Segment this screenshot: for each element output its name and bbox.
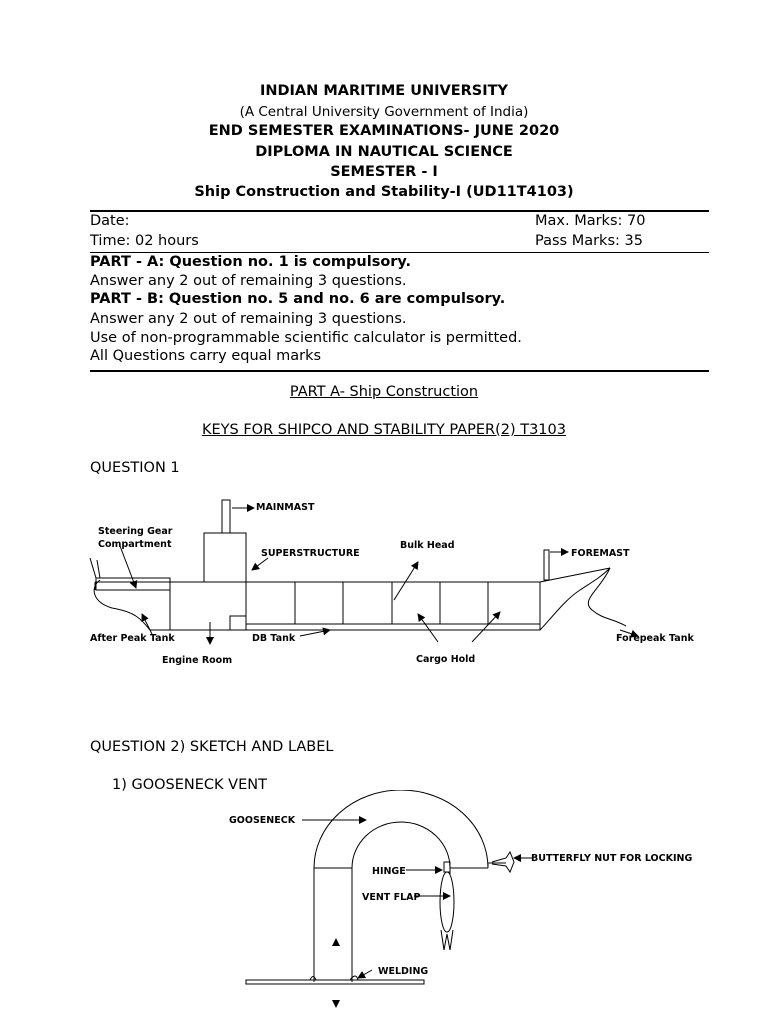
divider-mid (90, 252, 709, 253)
calculator-note: Use of non-programmable scientific calculator is permitted. (90, 330, 522, 346)
label-db-tank: DB Tank (252, 633, 296, 644)
divider-bottom (90, 370, 709, 372)
label-steering-1: Steering Gear (98, 526, 173, 537)
date-label: Date: (90, 213, 130, 229)
gooseneck-subheading: 1) GOOSENECK VENT (112, 777, 267, 793)
label-bulkhead: Bulk Head (400, 540, 455, 551)
keys-title: KEYS FOR SHIPCO AND STABILITY PAPER(2) T3103 (202, 422, 566, 438)
time-label: Time: 02 hours (90, 233, 199, 249)
program-title: DIPLOMA IN NAUTICAL SCIENCE (255, 144, 513, 160)
question-1-heading: QUESTION 1 (90, 460, 180, 476)
airflow-down-icon (332, 1000, 340, 1008)
label-forepeak: Forepeak Tank (616, 633, 694, 644)
label-hinge: HINGE (372, 866, 406, 877)
pass-marks: Pass Marks: 35 (535, 233, 643, 249)
superstructure-arrow (252, 558, 268, 570)
label-after-peak: After Peak Tank (90, 633, 175, 644)
course-name: Ship Construction and Stability-I (194, 184, 462, 200)
welding-arrow (358, 970, 372, 978)
label-steering-2: Compartment (98, 539, 172, 550)
divider-top (90, 210, 709, 212)
part-a-note: Answer any 2 out of remaining 3 questions. (90, 273, 407, 289)
db-tank-arrow (300, 630, 330, 636)
airflow-up-icon (332, 938, 340, 946)
university-title: INDIAN MARITIME UNIVERSITY (259, 83, 509, 99)
course-title (0, 184, 768, 200)
cargo-hold-arrow-right (472, 612, 500, 642)
label-vent-flap: VENT FLAP (362, 892, 421, 903)
cargo-hold-arrow-left (418, 614, 438, 642)
marks-note: All Questions carry equal marks (90, 348, 322, 364)
label-engine-room: Engine Room (162, 655, 233, 666)
label-foremast: FOREMAST (571, 548, 630, 559)
label-welding: WELDING (378, 966, 429, 977)
section-title: PART A- Ship Construction (289, 384, 479, 400)
label-butterfly-nut: BUTTERFLY NUT FOR LOCKING (531, 853, 693, 864)
course-code: (UD11T4103) (466, 184, 574, 200)
part-b-instruction: PART - B: Question no. 5 and no. 6 are compulsory. (90, 291, 506, 307)
part-b-note: Answer any 2 out of remaining 3 questions. (90, 311, 407, 327)
question-2-heading: QUESTION 2) SKETCH AND LABEL (90, 739, 334, 755)
max-marks: Max. Marks: 70 (535, 213, 646, 229)
ship-diagram (0, 490, 768, 680)
label-superstructure: SUPERSTRUCTURE (261, 548, 360, 559)
part-a-instruction: PART - A: Question no. 1 is compulsory. (90, 254, 412, 270)
label-gooseneck: GOOSENECK (229, 815, 296, 826)
semester-title: SEMESTER - I (330, 164, 438, 180)
university-subtitle: (A Central University Government of India) (239, 104, 529, 120)
label-cargo-hold: Cargo Hold (416, 654, 476, 665)
exam-title: END SEMESTER EXAMINATIONS- JUNE 2020 (208, 123, 560, 139)
bulkhead-arrow (394, 562, 418, 600)
gooseneck-diagram (0, 790, 768, 1024)
after-peak-arrow (142, 614, 152, 634)
label-mainmast: MAINMAST (256, 502, 315, 513)
